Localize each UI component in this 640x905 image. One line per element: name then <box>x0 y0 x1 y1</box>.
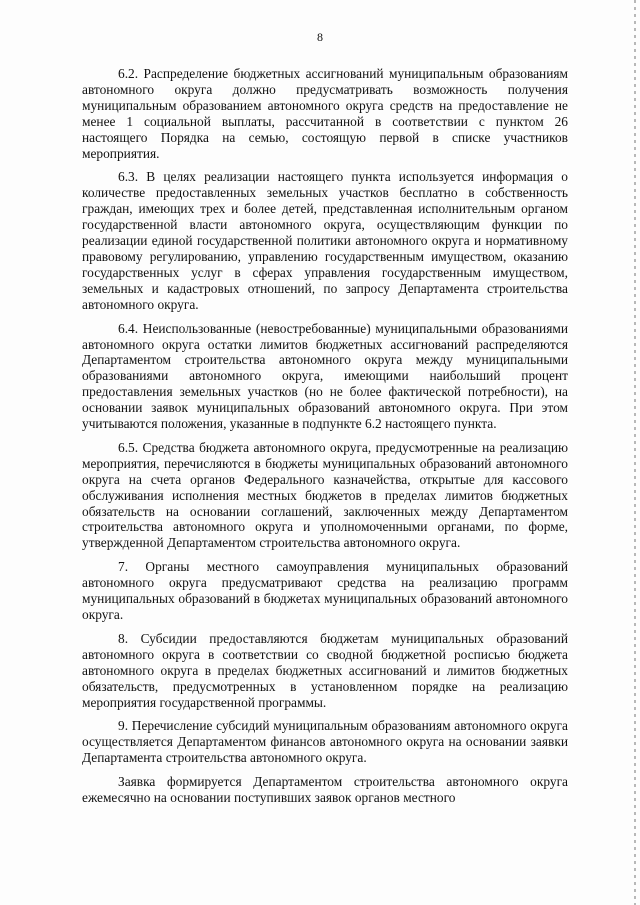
paragraph-9: 9. Перечисление субсидий муниципальным образованиям автономного округа осуществляется Департаментом финансов автономного округа на основании заявки Департамента строительства автономного округа. <box>82 718 568 766</box>
document-body <box>82 66 568 814</box>
page-number: 8 <box>317 30 323 44</box>
paragraph-8: 8. Субсидии предоставляются бюджетам муниципальных образований автономного округа в соответствии со сводной бюджетной росписью бюджета автономного округа в пределах бюджетных ассигнований и лимитов бюджетных обязательств, предусмотренных в установленном порядке на реализацию мероприятия государственной программы. <box>82 630 568 710</box>
paragraph-6-3: 6.3. В целях реализации настоящего пункта используется информация о количестве предоставленных земельных участков бесплатно в собственность граждан, имеющих трех и более детей, представленная исполнительным органом государственной власти автономного округа, осуществляющим функции по реализации единой государственной политики автономного округа и нормативному правовому регулированию, управлению государственным имуществом, оказанию государственных услуг в сферах управления государственным имуществом, земельных и кадастровых отношений, по запросу Департамента строительства автономного округа. <box>82 169 568 312</box>
paragraph-9-continued: Заявка формируется Департаментом строительства автономного округа ежемесячно на основании поступивших заявок органов местного <box>82 774 568 806</box>
paragraph-6-2: 6.2. Распределение бюджетных ассигнований муниципальным образованиям автономного округа должно предусматривать возможность получения муниципальным образованием автономного округа средств на предоставление не менее 1 социальной выплаты, рассчитанной в соответствии с пунктом 26 настоящего Порядка на семью, состоящую первой в списке участников мероприятия. <box>82 66 568 161</box>
paragraph-6-5: 6.5. Средства бюджета автономного округа, предусмотренные на реализацию мероприятия, перечисляются в бюджеты муниципальных образований автономного округа на счета органов Федерального казначейства, открытые для кассового обслуживания исполнения местных бюджетов в пределах лимитов бюджетных обязательств на основании соглашений, заключенных между Департаментом строительства автономного округа и уполномоченными органами, по форме, утвержденной Департаментом строительства автономного округа. <box>82 439 568 551</box>
paragraph-7: 7. Органы местного самоуправления муниципальных образований автономного округа предусматривают средства на реализацию программ муниципальных образований в бюджетах муниципальных образований автономного округа. <box>82 559 568 622</box>
paragraph-6-4: 6.4. Неиспользованные (невостребованные) муниципальными образованиями автономного округа остатки лимитов бюджетных ассигнований распределяются Департаментом строительства автономного округа между муниципальными образованиями автономного округа, имеющими наибольший процент предоставления земельных участков (но не более фактической потребности), на основании заявок муниципальных образований автономного округа. При этом учитываются положения, указанные в подпункте 6.2 настоящего пункта. <box>82 320 568 432</box>
scan-edge-line <box>634 0 636 905</box>
